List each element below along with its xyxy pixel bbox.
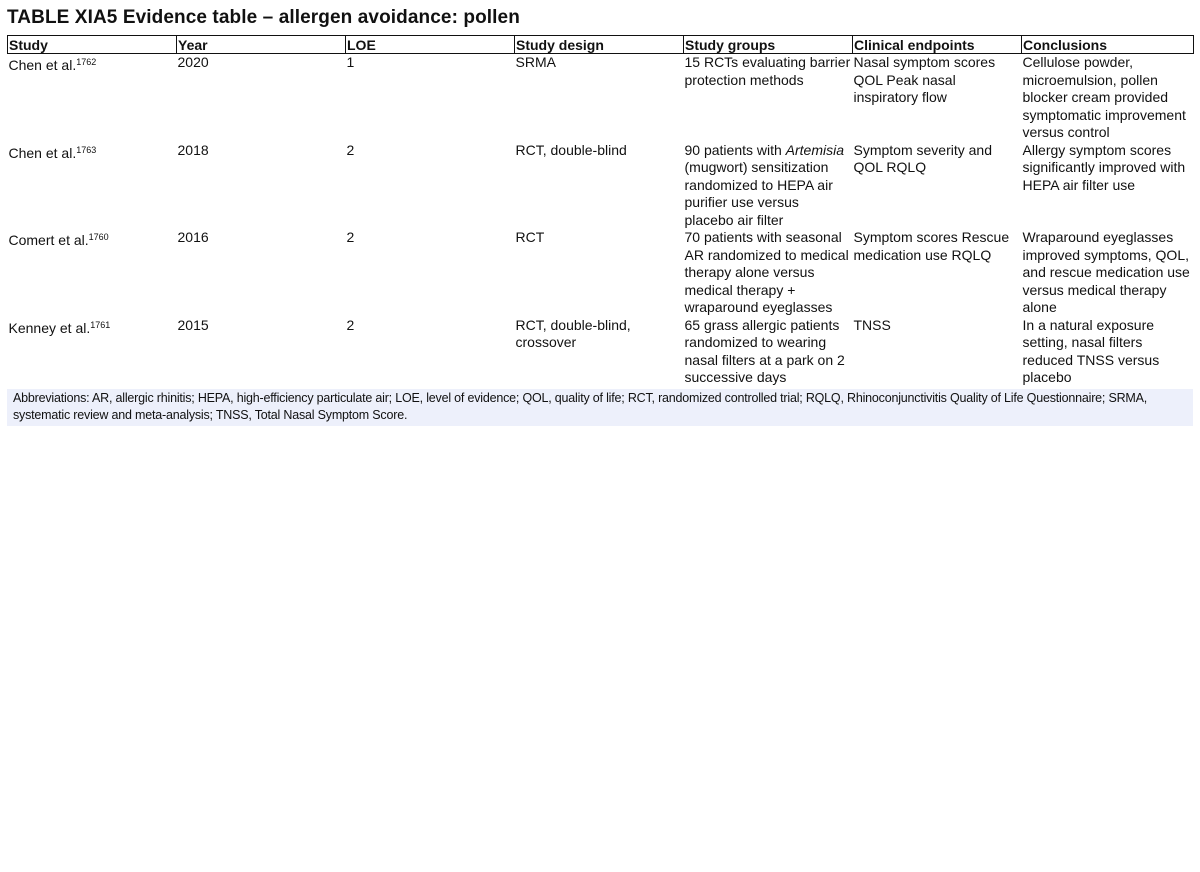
- table-row: [8, 229, 1194, 317]
- endpoints-cell: Nasal symptom scores QOL Peak nasal inspiratory flow: [853, 54, 996, 105]
- conclusions-cell: In a natural exposure setting, nasal filters reduced TNSS versus placebo: [1022, 316, 1160, 385]
- abbreviations-footnote: Abbreviations: AR, allergic rhinitis; HEPA, high-efficiency particulate air; LOE, level of evidence; QOL, quality of life; RCT, randomized controlled trial; RQLQ, Rhinoconjunctivitis Quality of Life Questionnaire; SRMA, systematic review and meta-analysis; TNSS, Total Nasal Symptom Score.: [7, 389, 1193, 426]
- conclusions-cell: Allergy symptom scores significantly improved with HEPA air filter use: [1022, 141, 1186, 193]
- year-cell: 2018: [177, 141, 209, 158]
- evidence-table: [7, 35, 1194, 387]
- study-cell: [8, 54, 177, 142]
- column-header-conclusions: Conclusions: [1022, 36, 1194, 54]
- reference-number: 1761: [90, 319, 111, 330]
- groups-text: 70 patients with seasonal AR randomized to medical therapy alone versus medical therapy + wraparound eyeglasses: [684, 229, 849, 315]
- loe-cell: 2: [346, 229, 355, 245]
- column-header-study-design: Study design: [515, 36, 684, 54]
- year-cell: 2015: [177, 316, 209, 333]
- groups-text-continued: (mugwort) sensitization randomized to HEPA air purifier use versus placebo air filter: [684, 159, 833, 228]
- study-cell: [8, 317, 177, 387]
- groups-cell: [684, 229, 853, 317]
- loe-cell: 2: [346, 316, 355, 333]
- design-cell: RCT: [515, 229, 545, 245]
- table-title: TABLE XIA5 Evidence table – allergen avoidance: pollen: [7, 7, 520, 28]
- groups-cell: [684, 317, 853, 387]
- loe-cell: 2: [346, 141, 355, 158]
- study-name: Chen et al.: [8, 57, 77, 73]
- groups-text: 15 RCTs evaluating barrier protection methods: [684, 54, 851, 88]
- column-header-clinical-endpoints: Clinical endpoints: [853, 36, 1022, 54]
- loe-cell: 1: [346, 54, 355, 70]
- endpoints-cell: Symptom scores Rescue medication use RQLQ: [853, 229, 1010, 263]
- endpoints-cell: Symptom severity and QOL RQLQ: [853, 141, 992, 175]
- design-cell: RCT, double-blind: [515, 141, 627, 158]
- table-row: [8, 317, 1194, 387]
- study-cell: [8, 142, 177, 230]
- study-name: Chen et al.: [8, 144, 77, 161]
- endpoints-cell: TNSS: [853, 316, 891, 333]
- groups-italic-text: Artemisia: [785, 141, 845, 158]
- groups-cell: [684, 142, 853, 230]
- conclusions-cell: Wraparound eyeglasses improved symptoms, QOL, and rescue medication use versus medical therapy alone: [1022, 229, 1190, 315]
- study-name: Kenney et al.: [8, 319, 91, 336]
- study-name: Comert et al.: [8, 232, 89, 248]
- column-header-year: Year: [177, 36, 346, 54]
- document-page: [7, 7, 1193, 426]
- table-row: [8, 54, 1194, 142]
- year-cell: 2020: [177, 54, 209, 70]
- header-row: [8, 36, 1194, 54]
- design-cell: RCT, double-blind, crossover: [515, 316, 631, 350]
- column-header-study: Study: [8, 36, 177, 54]
- conclusions-cell: Cellulose powder, microemulsion, pollen blocker cream provided symptomatic improvement versus control: [1022, 54, 1186, 140]
- study-cell: [8, 229, 177, 317]
- table-row: [8, 142, 1194, 230]
- groups-text: 65 grass allergic patients randomized to wearing nasal filters at a park on 2 successive days: [684, 316, 845, 385]
- reference-number: 1762: [76, 57, 97, 67]
- design-cell: SRMA: [515, 54, 556, 70]
- column-header-study-groups: Study groups: [684, 36, 853, 54]
- reference-number: 1763: [76, 144, 97, 155]
- column-header-loe: LOE: [346, 36, 515, 54]
- reference-number: 1760: [88, 232, 109, 242]
- groups-cell: [684, 54, 853, 142]
- year-cell: 2016: [177, 229, 209, 245]
- groups-text: 90 patients with: [684, 141, 786, 158]
